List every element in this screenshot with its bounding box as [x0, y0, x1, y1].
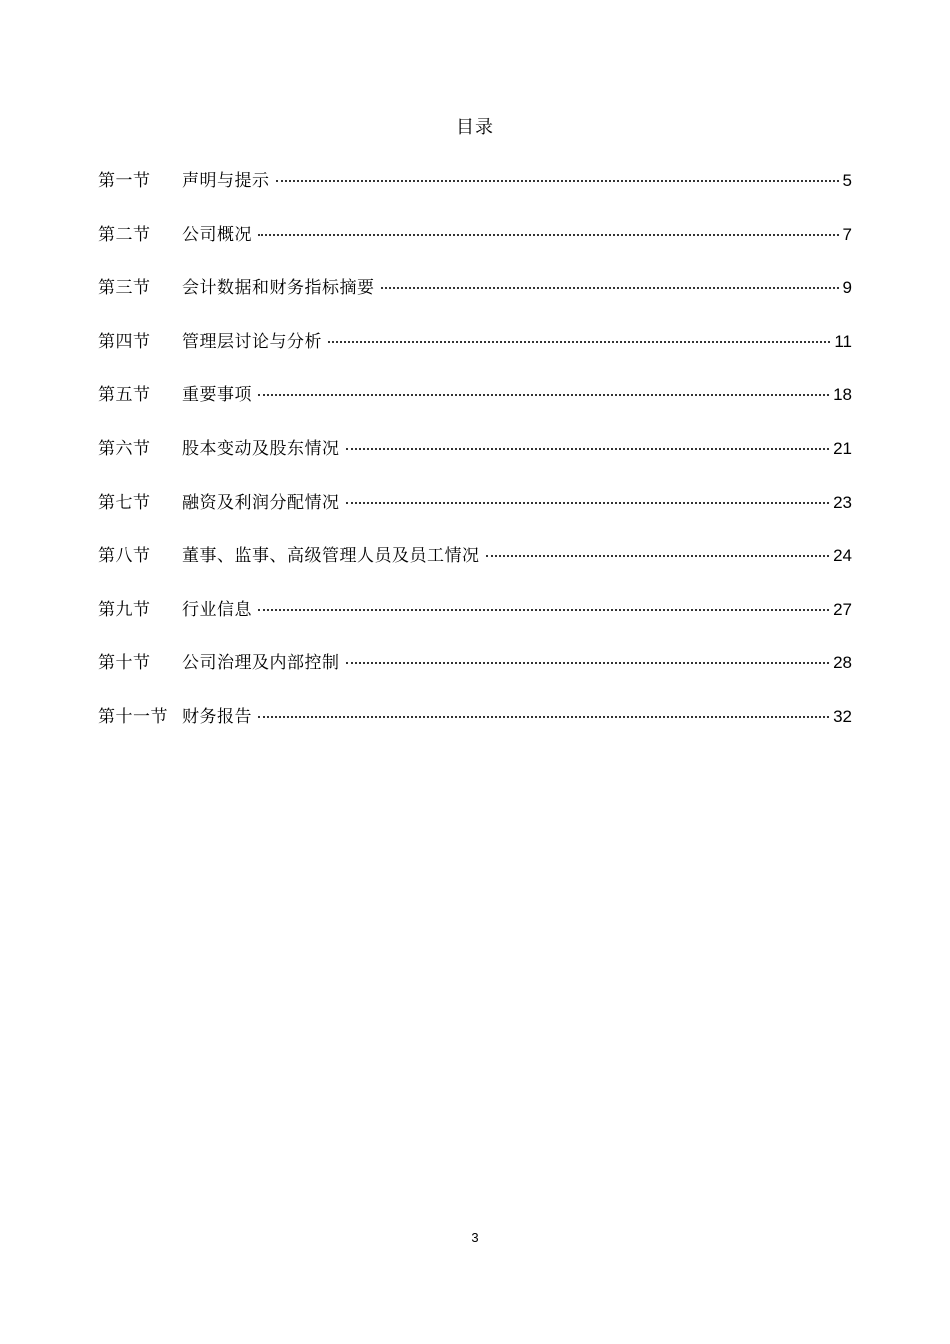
toc-entry[interactable]	[98, 275, 852, 329]
toc-section-number: 第一节	[98, 171, 151, 191]
toc-section-number: 第十一节	[98, 706, 168, 727]
toc-entry[interactable]	[98, 543, 852, 597]
toc-dot-leader	[258, 609, 829, 611]
toc-section-title: 管理层讨论与分析	[182, 331, 322, 352]
toc-dot-leader	[258, 234, 839, 236]
toc-page-number: 11	[834, 331, 852, 351]
toc-dot-leader	[346, 662, 830, 664]
toc-dot-leader	[346, 448, 830, 450]
toc-dot-leader	[258, 716, 829, 718]
toc-entry[interactable]	[98, 382, 852, 436]
toc-section-title: 公司概况	[182, 224, 252, 245]
toc-entry[interactable]	[98, 222, 852, 276]
toc-section-title: 融资及利润分配情况	[182, 492, 340, 513]
toc-section-title: 会计数据和财务指标摘要	[182, 278, 375, 299]
toc-dot-leader	[328, 341, 830, 343]
toc-entry[interactable]	[98, 436, 852, 490]
toc-entry[interactable]	[98, 490, 852, 544]
toc-dot-leader	[486, 555, 830, 557]
toc-section-number: 第八节	[98, 546, 151, 567]
toc-page-number: 21	[833, 438, 852, 458]
toc-section-number: 第二节	[98, 224, 151, 245]
toc-dot-leader	[346, 502, 830, 504]
toc-page-number: 28	[833, 653, 852, 673]
toc-page-number: 32	[833, 706, 852, 726]
toc-section-title: 董事、监事、高级管理人员及员工情况	[182, 546, 480, 567]
toc-section-number: 第七节	[98, 492, 151, 513]
toc-page-number: 5	[842, 171, 852, 190]
toc-section-number: 第十节	[98, 653, 151, 674]
page-number: 3	[471, 1230, 479, 1245]
toc-section-title: 行业信息	[182, 599, 252, 620]
toc-entry[interactable]	[98, 597, 852, 651]
toc-dot-leader	[258, 394, 829, 396]
toc-page-number: 9	[842, 278, 852, 298]
toc-page-number: 7	[842, 224, 852, 244]
toc-entry[interactable]	[98, 704, 852, 758]
toc-section-title: 声明与提示	[182, 171, 270, 191]
toc-section-title: 财务报告	[182, 706, 252, 727]
toc-entry[interactable]	[98, 168, 852, 222]
toc-section-number: 第九节	[98, 599, 151, 620]
toc-dot-leader	[381, 287, 839, 289]
toc-page-number: 23	[833, 492, 852, 512]
toc-section-number: 第六节	[98, 438, 151, 459]
toc-page-number: 24	[833, 546, 852, 566]
toc-section-title: 股本变动及股东情况	[182, 438, 340, 459]
toc-section-title: 公司治理及内部控制	[182, 653, 340, 674]
toc-section-number: 第三节	[98, 278, 151, 299]
toc-section-title: 重要事项	[182, 385, 252, 406]
toc-section-number: 第五节	[98, 385, 151, 406]
toc-page-number: 18	[833, 385, 852, 405]
toc-title: 目录	[456, 117, 494, 138]
toc-dot-leader	[276, 180, 839, 182]
toc-entry[interactable]	[98, 329, 852, 383]
toc-list	[98, 168, 852, 758]
toc-section-number: 第四节	[98, 331, 151, 352]
toc-entry[interactable]	[98, 650, 852, 704]
toc-page-number: 27	[833, 599, 852, 619]
